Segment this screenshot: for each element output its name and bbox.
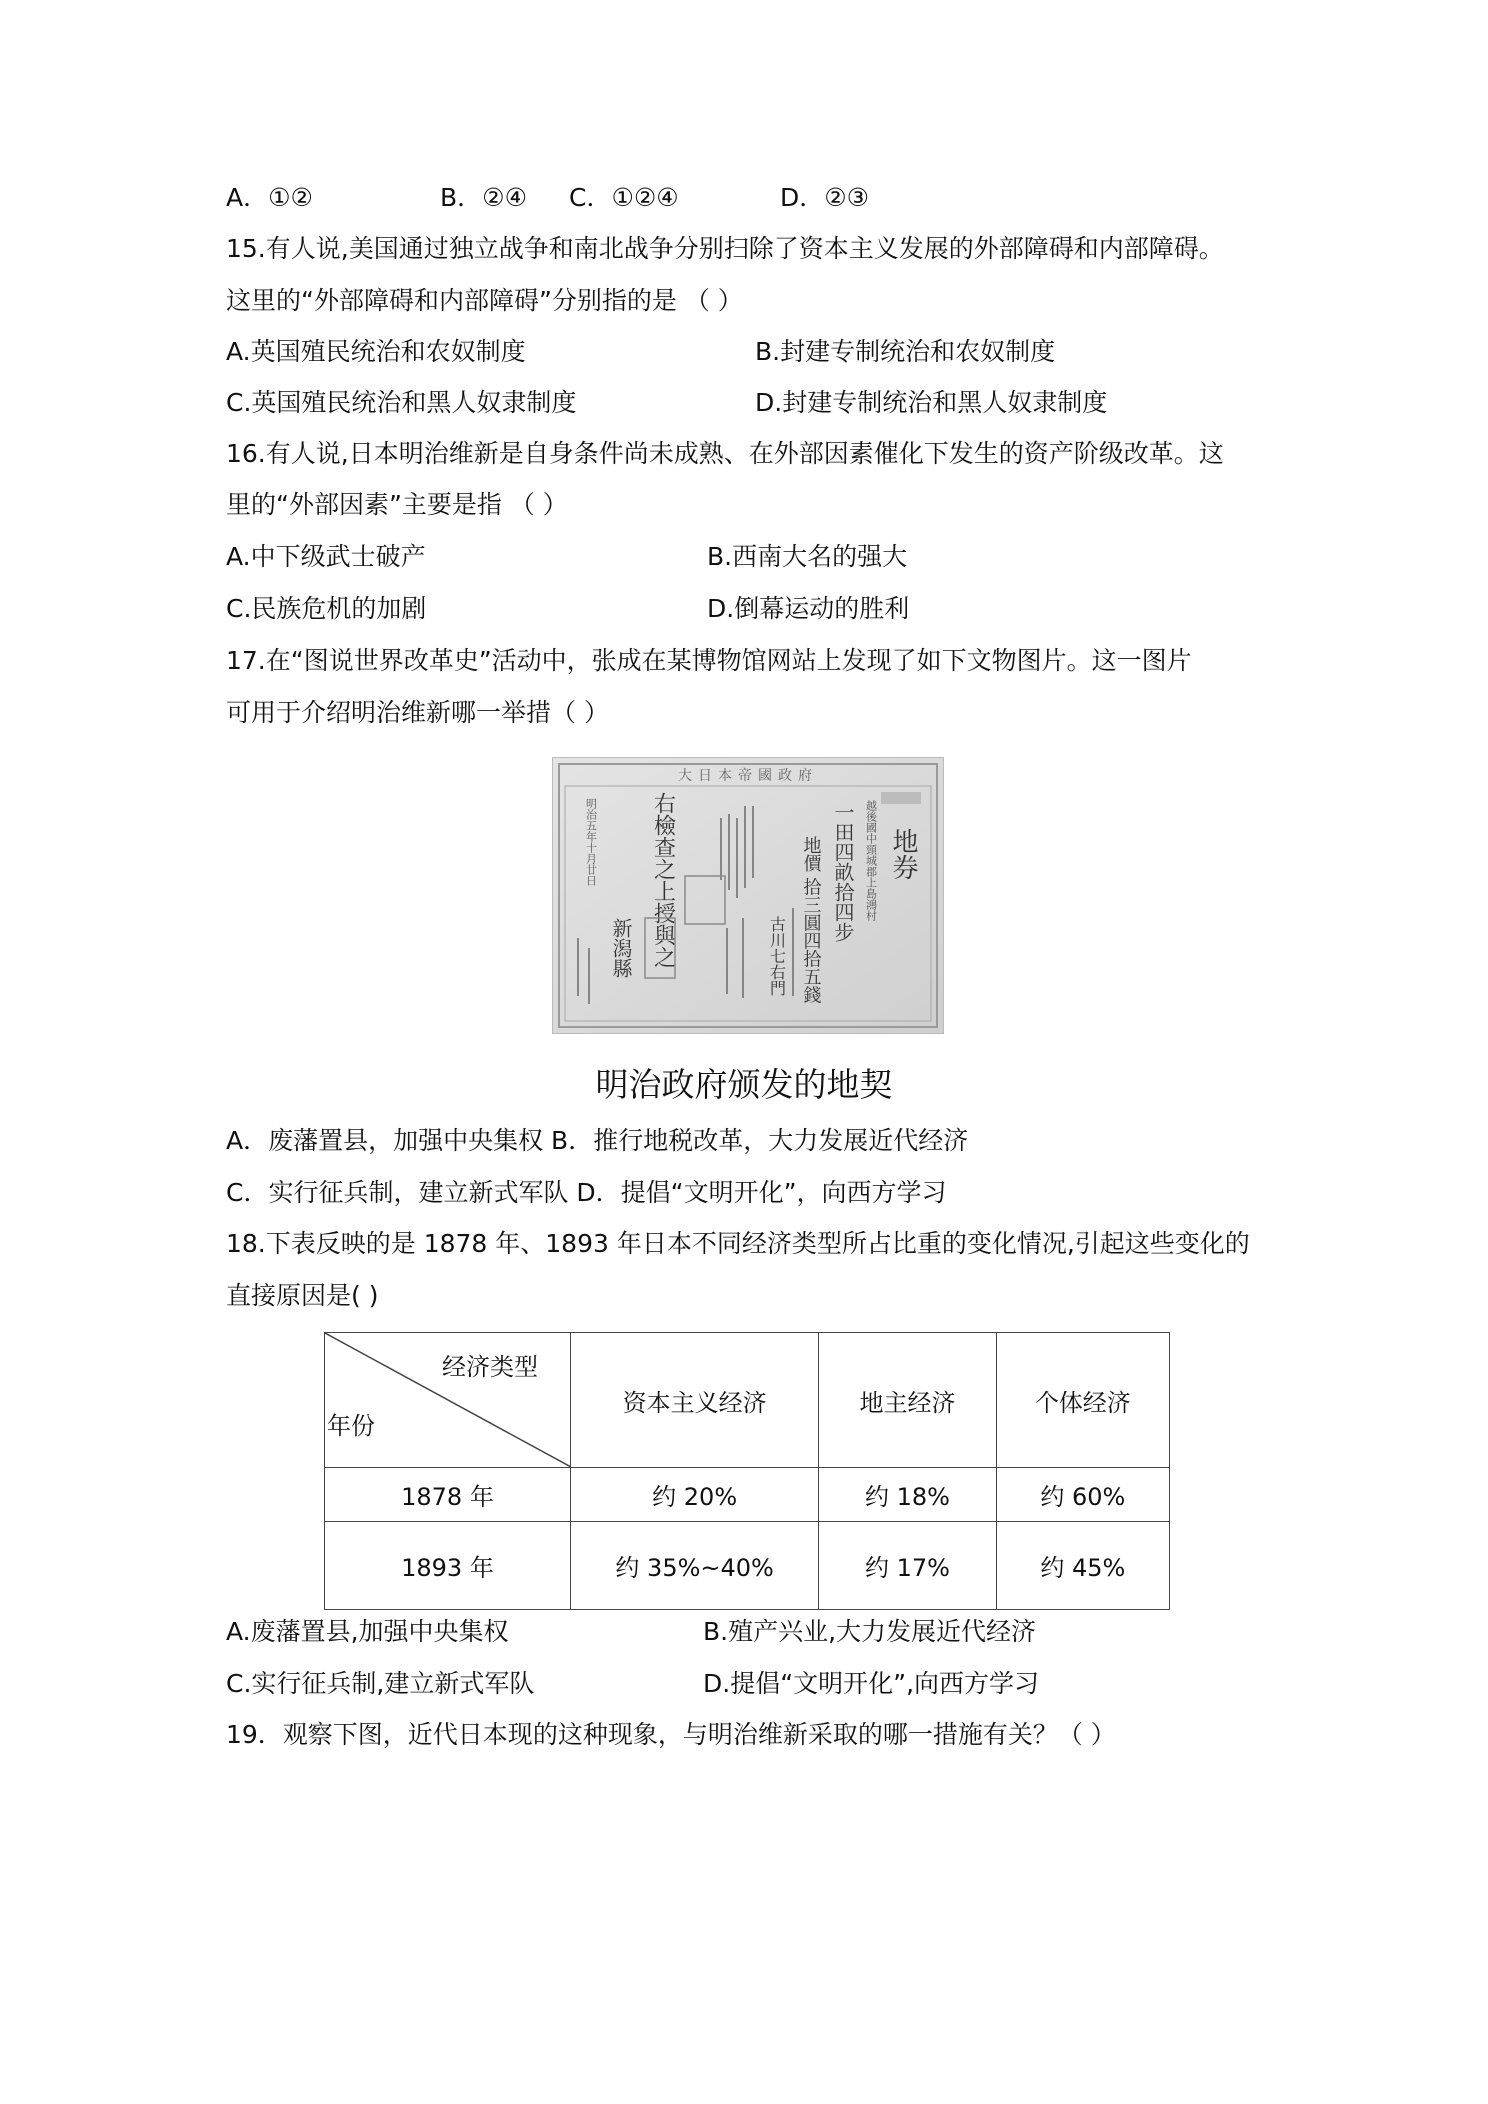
table-header-row <box>325 1333 1170 1468</box>
deed-column: 一田四畝拾四步 <box>831 802 855 942</box>
option-b: B.封建专制统治和农奴制度 <box>755 337 1056 366</box>
option-c: C.英国殖民统治和黑人奴隶制度 <box>226 388 577 417</box>
question-16-line-2: 里的“外部因素”主要是指 （ ） <box>226 490 568 519</box>
table-header-cell: 个体经济 <box>996 1333 1169 1468</box>
deed-title: 地券 <box>888 828 918 880</box>
option-a: A．①② <box>226 183 313 212</box>
question-19-line-1: 19．观察下图，近代日本现的这种现象，与明治维新采取的哪一措施有关？（ ） <box>226 1720 1116 1749</box>
table-cell: 约 17% <box>819 1522 996 1610</box>
question-18-line-2: 直接原因是( ) <box>226 1281 379 1310</box>
economy-table <box>324 1332 1170 1610</box>
option-b: B.西南大名的强大 <box>707 542 908 571</box>
option-a: A.中下级武士破产 <box>226 542 426 571</box>
table-cell: 约 45% <box>996 1522 1169 1610</box>
table-header-cell: 地主经济 <box>819 1333 996 1468</box>
question-16-line-1: 16.有人说,日本明治维新是自身条件尚未成熟、在外部因素催化下发生的资产阶级改革。这 <box>226 439 1224 468</box>
corner-label-type: 经济类型 <box>441 1353 538 1381</box>
corner-label-year: 年份 <box>327 1412 375 1440</box>
deed-column: 地價 拾三圓四拾五錢 <box>800 836 822 1004</box>
option-b: B.殖产兴业,大力发展近代经济 <box>703 1617 1037 1646</box>
deed-column: 明治五年十月廿日 <box>584 798 598 886</box>
question-17-line-1: 17.在“图说世界改革史”活动中，张成在某博物馆网站上发现了如下文物图片。这一图片 <box>226 646 1192 675</box>
option-a: A.英国殖民统治和农奴制度 <box>226 337 526 366</box>
table-cell: 约 60% <box>996 1468 1169 1522</box>
option-d: D.封建专制统治和黑人奴隶制度 <box>755 388 1108 417</box>
option-d: D.倒幕运动的胜利 <box>707 594 910 623</box>
deed-column: 越後國中頸城郡上島鴻村 <box>864 800 878 921</box>
table-row <box>325 1522 1170 1610</box>
table-cell: 约 20% <box>570 1468 818 1522</box>
question-15-line-1: 15.有人说,美国通过独立战争和南北战争分别扫除了资本主义发展的外部障碍和内部障碍。 <box>226 234 1224 263</box>
land-deed-image <box>553 758 943 1033</box>
option-c: C．①②④ <box>569 183 679 212</box>
deed-column: 新潟縣 <box>609 918 633 978</box>
option-c: C.实行征兵制,建立新式军队 <box>226 1669 535 1698</box>
question-17-options-line-2: C．实行征兵制，建立新式军队 D．提倡“文明开化”，向西方学习 <box>226 1178 947 1207</box>
deed-header: 大日本帝國政府 <box>678 768 818 784</box>
table-cell: 约 35%~40% <box>570 1522 818 1610</box>
option-b: B．②④ <box>440 183 527 212</box>
table-row <box>325 1468 1170 1522</box>
option-d: D.提倡“文明开化”,向西方学习 <box>703 1669 1040 1698</box>
question-17-options-line-1: A．废藩置县，加强中央集权 B．推行地税改革，大力发展近代经济 <box>226 1126 969 1155</box>
question-18-line-1: 18.下表反映的是 1878 年、1893 年日本不同经济类型所占比重的变化情况,引起这些变化的 <box>226 1229 1250 1258</box>
option-d: D．②③ <box>780 183 870 212</box>
option-a: A.废藩置县,加强中央集权 <box>226 1617 509 1646</box>
deed-column: 右檢查之上授與之 <box>650 792 676 968</box>
option-c: C.民族危机的加剧 <box>226 594 427 623</box>
land-deed-photo <box>552 757 944 1034</box>
table-corner-cell <box>325 1333 571 1468</box>
figure-caption: 明治政府颁发的地契 <box>595 1065 893 1104</box>
table-cell-year: 1893 年 <box>325 1522 571 1610</box>
table-cell-year: 1878 年 <box>325 1468 571 1522</box>
question-17-line-2: 可用于介绍明治维新哪一举措（ ） <box>226 698 609 727</box>
deed-column: 古川七右門 <box>767 916 787 996</box>
table-cell: 约 18% <box>819 1468 996 1522</box>
question-15-line-2: 这里的“外部障碍和内部障碍”分别指的是 （ ） <box>226 286 743 315</box>
table-header-cell: 资本主义经济 <box>570 1333 818 1468</box>
